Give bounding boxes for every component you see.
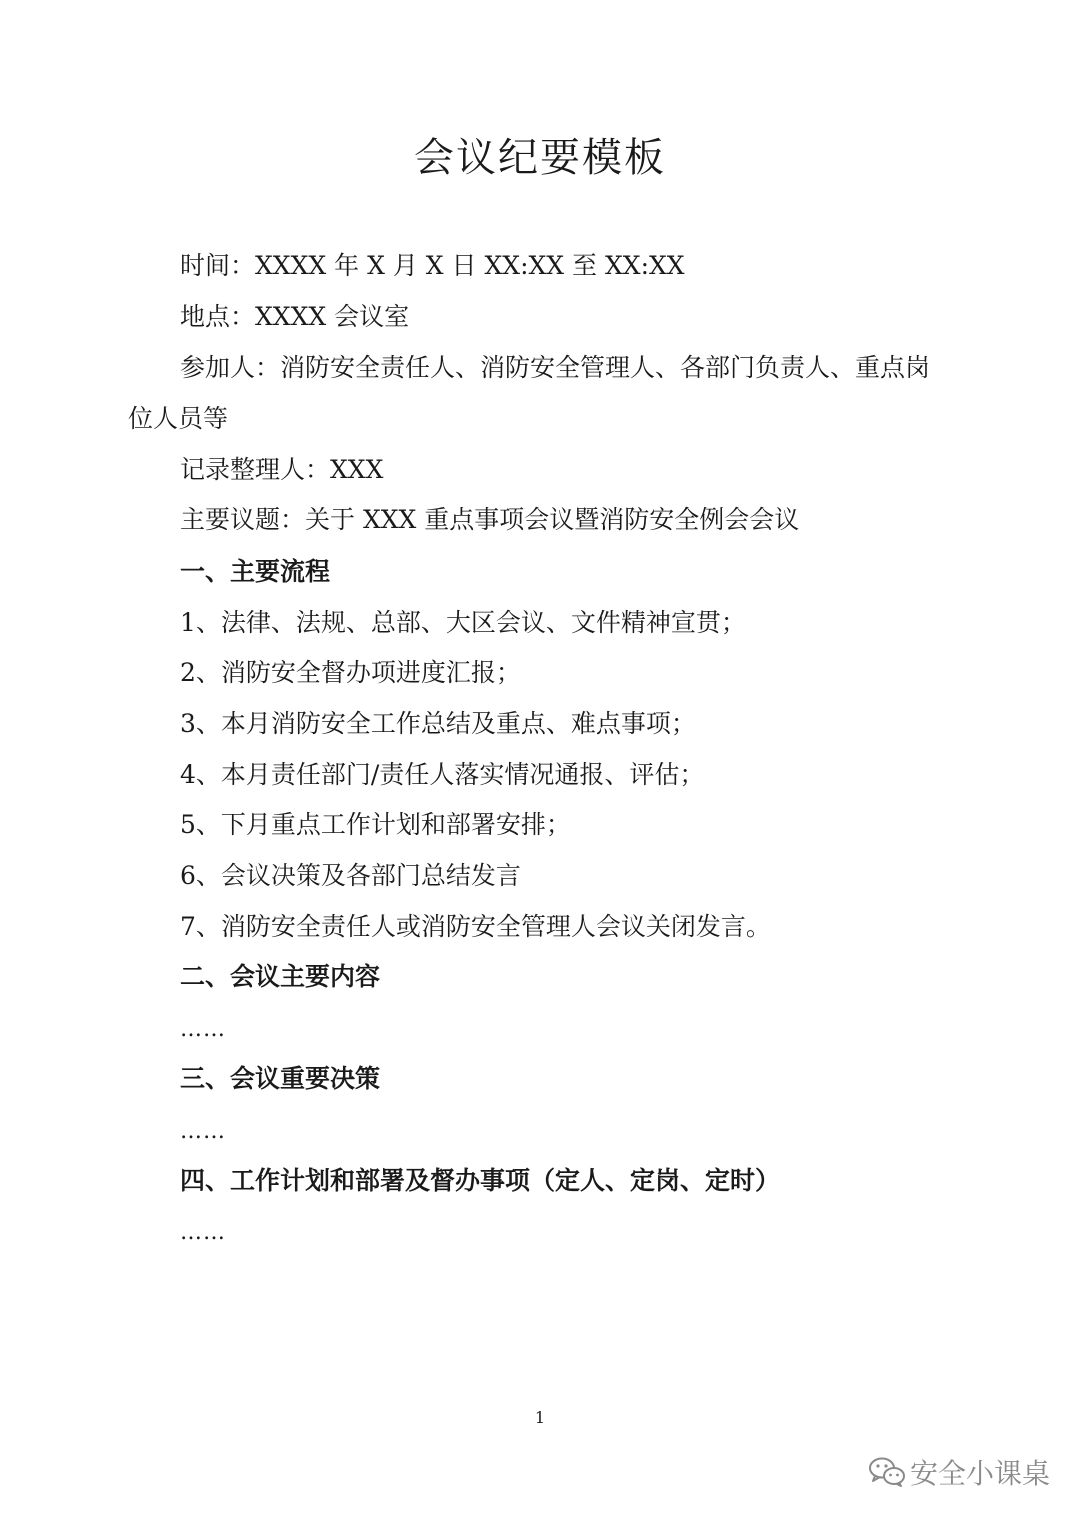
page-number: 1 bbox=[534, 1408, 546, 1427]
wechat-icon bbox=[868, 1456, 906, 1488]
section-heading-process: 一、主要流程 bbox=[180, 557, 331, 586]
list-item: 1、法律、法规、总部、大区会议、文件精神宣贯； bbox=[180, 608, 746, 637]
section-heading-content: 二、会议主要内容 bbox=[180, 962, 381, 991]
list-item: 6、会议决策及各部门总结发言 bbox=[180, 861, 521, 890]
list-item: 4、本月责任部门/责任人落实情况通报、评估； bbox=[180, 760, 705, 789]
list-item: 3、本月消防安全工作总结及重点、难点事项； bbox=[180, 709, 696, 738]
meta-time: 时间：XXXX 年 X 月 X 日 XX:XX 至 XX:XX bbox=[180, 251, 685, 280]
document-title: 会议纪要模板 bbox=[414, 135, 666, 181]
watermark-text: 安全小课桌 bbox=[909, 1457, 1050, 1490]
meta-location: 地点：XXXX 会议室 bbox=[180, 302, 410, 331]
meta-topic: 主要议题：关于 XXX 重点事项会议暨消防安全例会会议 bbox=[180, 505, 800, 534]
watermark bbox=[868, 1452, 1050, 1492]
list-item: 2、消防安全督办项进度汇报； bbox=[180, 658, 521, 687]
meta-participants-continued: 位人员等 bbox=[128, 404, 229, 433]
section-placeholder-decisions: …… bbox=[180, 1119, 226, 1144]
section-heading-decisions: 三、会议重要决策 bbox=[180, 1064, 381, 1093]
meta-participants: 参加人：消防安全责任人、消防安全管理人、各部门负责人、重点岗 bbox=[180, 353, 931, 382]
section-placeholder-work-plan: …… bbox=[180, 1220, 226, 1245]
section-placeholder-content: …… bbox=[180, 1017, 226, 1042]
list-item: 5、下月重点工作计划和部署安排； bbox=[180, 810, 571, 839]
meta-recorder: 记录整理人：XXX bbox=[180, 455, 384, 484]
section-heading-work-plan: 四、工作计划和部署及督办事项（定人、定岗、定时） bbox=[180, 1166, 781, 1195]
list-item: 7、消防安全责任人或消防安全管理人会议关闭发言。 bbox=[180, 912, 771, 941]
